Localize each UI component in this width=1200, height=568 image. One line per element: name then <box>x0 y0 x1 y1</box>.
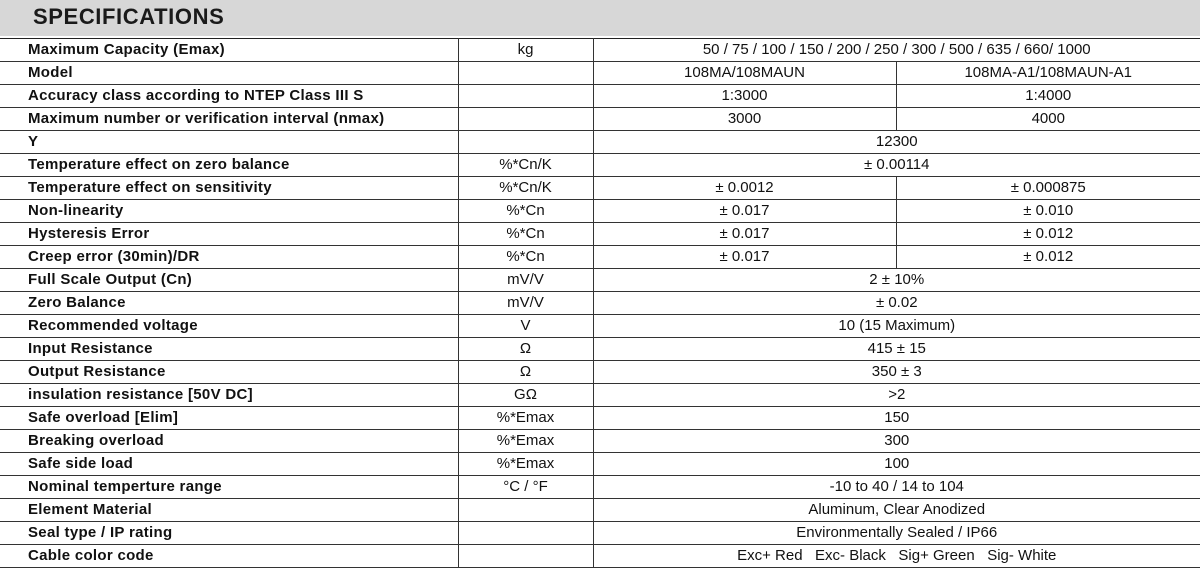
spec-value-model-a: ± 0.017 <box>593 223 896 246</box>
specifications-table-body <box>0 39 1200 568</box>
spec-value-model-a: 108MA/108MAUN <box>593 62 896 85</box>
table-row <box>0 476 1200 499</box>
table-row <box>0 177 1200 200</box>
spec-value: ± 0.02 <box>593 292 1200 315</box>
table-row <box>0 292 1200 315</box>
spec-value: 350 ± 3 <box>593 361 1200 384</box>
spec-unit: kg <box>458 39 593 62</box>
spec-unit: %*Emax <box>458 430 593 453</box>
table-row <box>0 338 1200 361</box>
table-row <box>0 223 1200 246</box>
spec-value-model-b: ± 0.000875 <box>896 177 1200 200</box>
spec-parameter: Output Resistance <box>0 361 458 384</box>
spec-unit: Ω <box>458 361 593 384</box>
spec-unit: °C / °F <box>458 476 593 499</box>
spec-unit: %*Cn/K <box>458 177 593 200</box>
spec-value-model-b: 108MA-A1/108MAUN-A1 <box>896 62 1200 85</box>
spec-parameter: Input Resistance <box>0 338 458 361</box>
table-row <box>0 108 1200 131</box>
spec-parameter: Seal type / IP rating <box>0 522 458 545</box>
spec-value: 150 <box>593 407 1200 430</box>
spec-parameter: Accuracy class according to NTEP Class III S <box>0 85 458 108</box>
spec-value: ± 0.00114 <box>593 154 1200 177</box>
spec-value-model-b: ± 0.010 <box>896 200 1200 223</box>
spec-value-model-a: 3000 <box>593 108 896 131</box>
spec-unit: %*Emax <box>458 407 593 430</box>
spec-parameter: Temperature effect on zero balance <box>0 154 458 177</box>
spec-value-model-b: ± 0.012 <box>896 223 1200 246</box>
spec-unit: %*Cn/K <box>458 154 593 177</box>
spec-value: 50 / 75 / 100 / 150 / 200 / 250 / 300 / 500 / 635 / 660/ 1000 <box>593 39 1200 62</box>
table-row <box>0 407 1200 430</box>
spec-parameter: Cable color code <box>0 545 458 568</box>
spec-parameter: Model <box>0 62 458 85</box>
spec-parameter: Y <box>0 131 458 154</box>
table-row <box>0 85 1200 108</box>
spec-parameter: Creep error (30min)/DR <box>0 246 458 269</box>
table-row <box>0 453 1200 476</box>
table-row <box>0 154 1200 177</box>
spec-parameter: Temperature effect on sensitivity <box>0 177 458 200</box>
spec-parameter: Full Scale Output (Cn) <box>0 269 458 292</box>
table-row <box>0 246 1200 269</box>
table-row <box>0 499 1200 522</box>
spec-unit: %*Cn <box>458 200 593 223</box>
table-row <box>0 131 1200 154</box>
spec-parameter: Safe overload [Elim] <box>0 407 458 430</box>
page-title: SPECIFICATIONS <box>33 4 225 29</box>
spec-unit <box>458 62 593 85</box>
table-row <box>0 39 1200 62</box>
spec-value: Environmentally Sealed / IP66 <box>593 522 1200 545</box>
spec-value-model-b: 4000 <box>896 108 1200 131</box>
spec-value: 300 <box>593 430 1200 453</box>
spec-unit: V <box>458 315 593 338</box>
table-row <box>0 315 1200 338</box>
spec-value: 10 (15 Maximum) <box>593 315 1200 338</box>
spec-value: -10 to 40 / 14 to 104 <box>593 476 1200 499</box>
spec-value-model-a: ± 0.017 <box>593 246 896 269</box>
spec-unit <box>458 499 593 522</box>
spec-parameter: Zero Balance <box>0 292 458 315</box>
spec-parameter: insulation resistance [50V DC] <box>0 384 458 407</box>
spec-unit <box>458 522 593 545</box>
spec-parameter: Element Material <box>0 499 458 522</box>
spec-unit: %*Emax <box>458 453 593 476</box>
spec-unit: %*Cn <box>458 223 593 246</box>
table-row <box>0 269 1200 292</box>
spec-unit <box>458 108 593 131</box>
spec-unit <box>458 545 593 568</box>
table-row <box>0 545 1200 568</box>
spec-value-model-a: ± 0.017 <box>593 200 896 223</box>
table-row <box>0 384 1200 407</box>
spec-unit: Ω <box>458 338 593 361</box>
table-row <box>0 430 1200 453</box>
spec-value: Aluminum, Clear Anodized <box>593 499 1200 522</box>
spec-parameter: Nominal temperture range <box>0 476 458 499</box>
spec-value: Exc+ Red Exc- Black Sig+ Green Sig- White <box>593 545 1200 568</box>
spec-parameter: Hysteresis Error <box>0 223 458 246</box>
spec-parameter: Safe side load <box>0 453 458 476</box>
table-row <box>0 361 1200 384</box>
spec-value: 100 <box>593 453 1200 476</box>
table-row <box>0 522 1200 545</box>
spec-value: 415 ± 15 <box>593 338 1200 361</box>
spec-unit: %*Cn <box>458 246 593 269</box>
spec-parameter: Recommended voltage <box>0 315 458 338</box>
spec-parameter: Breaking overload <box>0 430 458 453</box>
spec-parameter: Non-linearity <box>0 200 458 223</box>
spec-value-model-a: 1:3000 <box>593 85 896 108</box>
table-row <box>0 200 1200 223</box>
spec-value: >2 <box>593 384 1200 407</box>
spec-value-model-b: 1:4000 <box>896 85 1200 108</box>
spec-unit: mV/V <box>458 292 593 315</box>
spec-unit: GΩ <box>458 384 593 407</box>
spec-unit <box>458 85 593 108</box>
spec-value: 12300 <box>593 131 1200 154</box>
spec-parameter: Maximum Capacity (Emax) <box>0 39 458 62</box>
specifications-header <box>0 0 1200 36</box>
spec-value-model-a: ± 0.0012 <box>593 177 896 200</box>
spec-unit: mV/V <box>458 269 593 292</box>
table-row <box>0 62 1200 85</box>
spec-value-model-b: ± 0.012 <box>896 246 1200 269</box>
spec-unit <box>458 131 593 154</box>
spec-parameter: Maximum number or verification interval (nmax) <box>0 108 458 131</box>
specifications-table <box>0 38 1200 568</box>
spec-value: 2 ± 10% <box>593 269 1200 292</box>
